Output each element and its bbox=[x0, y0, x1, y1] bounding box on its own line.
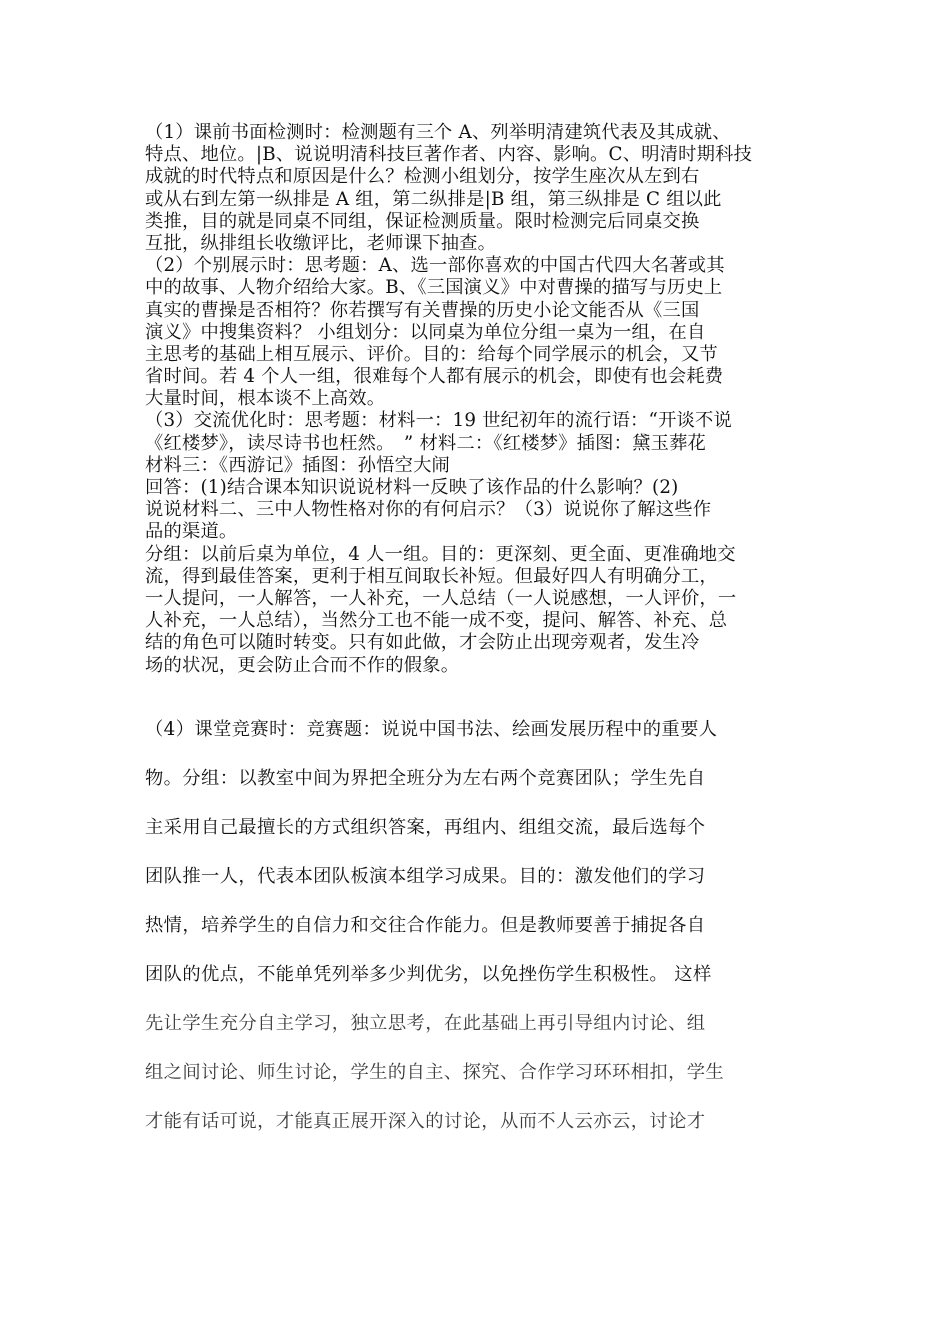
text-line: 流，得到最佳答案，更利于相互间取长补短。但最好四人有明确分工， bbox=[145, 565, 718, 587]
loose-paragraph bbox=[145, 705, 810, 1146]
text-line: 成就的时代特点和原因是什么？检测小组划分，按学生座次从左到右 bbox=[145, 166, 700, 188]
text-line: 或从右到左第一纵排是 A 组，第二纵排是|B 组，第三纵排是 C 组以此 bbox=[145, 188, 722, 210]
dense-paragraphs bbox=[145, 122, 810, 677]
document-page bbox=[145, 122, 810, 1146]
text-line: 分组：以前后桌为单位，4 人一组。目的：更深刻、更全面、更准确地交 bbox=[145, 543, 736, 565]
text-line: 大量时间，根本谈不上高效。 bbox=[145, 388, 386, 410]
text-line: 主采用自己最擅长的方式组织答案，再组内、组组交流，最后选每个 bbox=[145, 816, 706, 838]
text-line: 省时间。若 4 个人一组，很难每个人都有展示的机会，即使有也会耗费 bbox=[145, 366, 724, 388]
text-line: 品的渠道。 bbox=[145, 521, 238, 543]
text-line: （3）交流优化时：思考题：材料一：19 世纪初年的流行语：“开谈不说 bbox=[145, 410, 733, 432]
text-line: 回答：(1)结合课本知识说说材料一反映了该作品的什么影响？(2) bbox=[145, 477, 679, 498]
text-line: 一人提问，一人解答，一人补充，一人总结（一人说感想，一人评价，一 bbox=[145, 587, 737, 609]
text-line: 说说材料二、三中人物性格对你的有何启示？（3）说说你了解这些作 bbox=[145, 499, 712, 521]
text-line: 组之间讨论、师生讨论，学生的自主、探究、合作学习环环相扣，学生 bbox=[145, 1061, 725, 1083]
text-line: 物。分组：以教室中间为界把全班分为左右两个竞赛团队；学生先自 bbox=[145, 767, 706, 789]
text-line: 演义》中搜集资料？ 小组划分：以同桌为单位分组一桌为一组，在自 bbox=[145, 321, 706, 343]
text-line: 结的角色可以随时转变。只有如此做，才会防止出现旁观者，发生冷 bbox=[145, 632, 700, 654]
text-line: 团队推一人，代表本团队板演本组学习成果。目的：激发他们的学习 bbox=[145, 865, 706, 887]
text-line: 人补充，一人总结），当然分工也不能一成不变，提问、解答、补充、总 bbox=[145, 610, 728, 632]
text-line: 特点、地位。|B、说说明清科技巨著作者、内容、影响。C、明清时期科技 bbox=[145, 144, 753, 166]
text-line: 类推，目的就是同桌不同组，保证检测质量。限时检测完后同桌交换 bbox=[145, 210, 700, 232]
text-line: 主思考的基础上相互展示、评价。目的：给每个同学展示的机会，又节 bbox=[145, 343, 718, 365]
text-line: 中的故事、人物介绍给大家。B、《三国演义》中对曹操的描写与历史上 bbox=[145, 277, 723, 299]
text-line: 团队的优点，不能单凭列举多少判优劣，以免挫伤学生积极性。 这样 bbox=[145, 963, 712, 985]
text-line: 热情，培养学生的自信力和交往合作能力。但是教师要善于捕捉各自 bbox=[145, 914, 706, 936]
text-line: 材料三：《西游记》插图：孙悟空大闹 bbox=[145, 454, 451, 476]
text-line: 互批，纵排组长收缴评比，老师课下抽查。 bbox=[145, 232, 497, 254]
text-line: （2）个别展示时：思考题：A、选一部你喜欢的中国古代四大名著或其 bbox=[145, 255, 725, 277]
text-line: 先让学生充分自主学习，独立思考，在此基础上再引导组内讨论、组 bbox=[145, 1012, 706, 1034]
text-line: 真实的曹操是否相符？你若撰写有关曹操的历史小论文能否从《三国 bbox=[145, 299, 700, 321]
text-line: 场的状况，更会防止合而不作的假象。 bbox=[145, 654, 460, 676]
text-line: （1）课前书面检测时：检测题有三个 A、列举明清建筑代表及其成就、 bbox=[145, 122, 731, 143]
text-line: （4）课堂竞赛时：竞赛题：说说中国书法、绘画发展历程中的重要人 bbox=[145, 718, 718, 740]
text-line: 才能有话可说，才能真正展开深入的讨论，从而不人云亦云，讨论才 bbox=[145, 1110, 706, 1132]
paragraph-gap bbox=[145, 677, 810, 705]
text-line: 《红楼梦》，读尽诗书也枉然。 ” 材料二：《红楼梦》插图：黛玉葬花 bbox=[145, 432, 707, 454]
